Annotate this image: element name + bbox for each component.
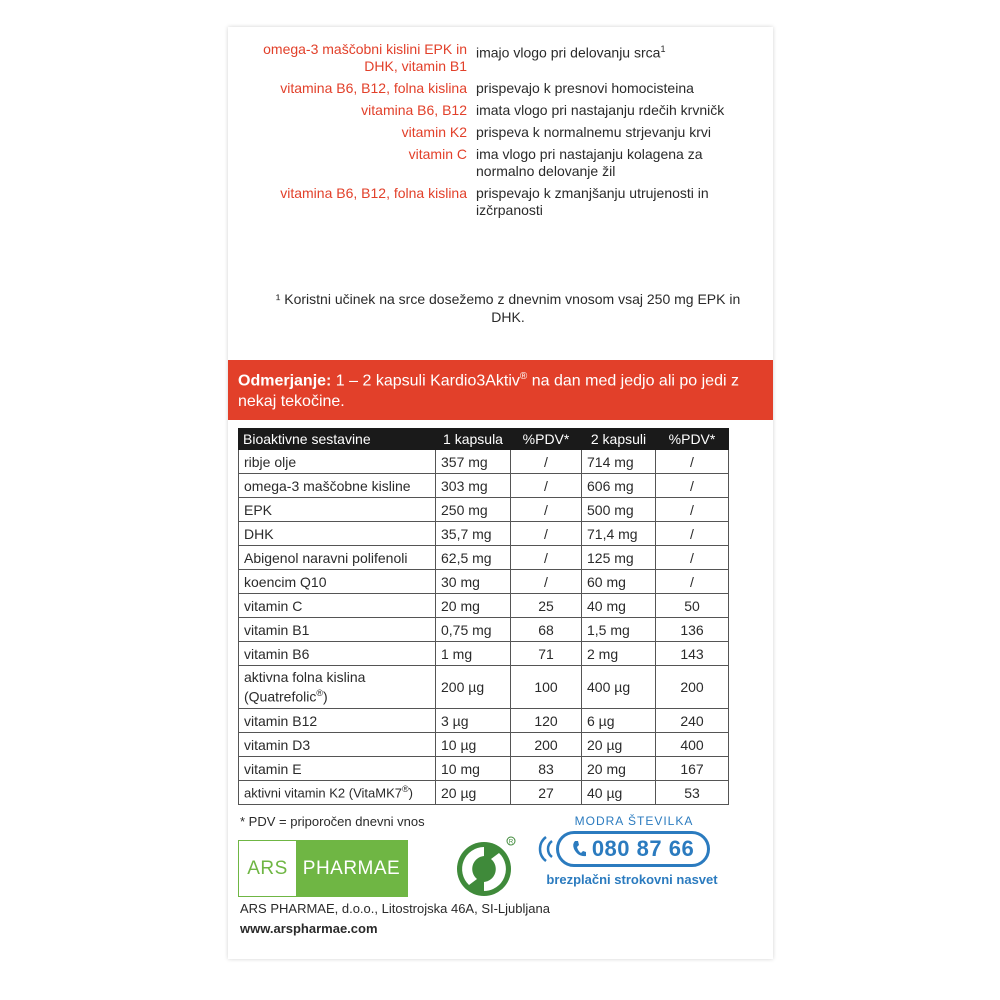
pdv-1: 100 — [511, 666, 582, 709]
table-header-row — [239, 429, 729, 450]
claim-row — [228, 102, 773, 119]
claim-row — [228, 80, 773, 97]
pdv-2: / — [656, 474, 729, 498]
table-row — [239, 781, 729, 805]
product-label-panel — [228, 27, 773, 959]
amount-2: 20 µg — [582, 733, 656, 757]
table-row — [239, 733, 729, 757]
pdv-1: / — [511, 474, 582, 498]
pdv-2: 167 — [656, 757, 729, 781]
website-link[interactable]: www.arspharmae.com — [240, 921, 378, 936]
claim-nutrient: vitamina B6, B12, folna kislina — [280, 80, 467, 96]
table-row — [239, 594, 729, 618]
pdv-2: / — [656, 450, 729, 474]
svg-text:R: R — [508, 839, 514, 846]
ingredient-name: aktivni vitamin K2 (VitaMK7®) — [239, 781, 436, 805]
pdv-1: / — [511, 546, 582, 570]
amount-1: 10 µg — [436, 733, 511, 757]
table-row — [239, 666, 729, 709]
col-header-pdv-2: %PDV* — [656, 429, 729, 450]
logo-text-right: PHARMAE — [296, 841, 407, 896]
amount-2: 40 µg — [582, 781, 656, 805]
amount-1: 20 µg — [436, 781, 511, 805]
hotline-title: MODRA ŠTEVILKA — [574, 814, 694, 828]
dosage-banner — [228, 360, 773, 420]
hotline-number: 080 87 66 — [591, 836, 695, 861]
pdv-2: 53 — [656, 781, 729, 805]
pdv-1: / — [511, 498, 582, 522]
pdv-2: 143 — [656, 642, 729, 666]
col-header-2-capsules: 2 kapsuli — [582, 429, 656, 450]
claim-nutrient: vitamin C — [408, 146, 467, 162]
pdv-2: / — [656, 570, 729, 594]
pdv-note: * PDV = priporočen dnevni vnos — [240, 814, 425, 829]
dosage-text: 1 – 2 kapsuli Kardio3Aktiv — [331, 372, 520, 390]
pdv-1: 68 — [511, 618, 582, 642]
dosage-label: Odmerjanje: — [238, 372, 332, 390]
ingredient-name: aktivna folna kislina (Quatrefolic®) — [239, 666, 436, 709]
claim-nutrient: vitamin K2 — [401, 124, 467, 140]
col-header-1-capsule: 1 kapsula — [436, 429, 511, 450]
amount-2: 1,5 mg — [582, 618, 656, 642]
pdv-1: 71 — [511, 642, 582, 666]
amount-2: 606 mg — [582, 474, 656, 498]
footnote: ¹ Koristni učinek na srce dosežemo z dnevnim vnosom vsaj 250 mg EPK in DHK. — [275, 291, 741, 325]
pdv-2: / — [656, 546, 729, 570]
company-address: ARS PHARMAE, d.o.o., Litostrojska 46A, SI-Ljubljana — [240, 901, 550, 916]
pdv-2: 400 — [656, 733, 729, 757]
amount-1: 3 µg — [436, 709, 511, 733]
table-row — [239, 618, 729, 642]
claim-effect: prispeva k normalnemu strjevanju krvi — [476, 124, 711, 140]
claim-nutrient: omega-3 maščobni kislini EPK in DHK, vitamin B1 — [263, 41, 467, 74]
claim-row — [228, 185, 773, 219]
claim-effect: imata vlogo pri nastajanju rdečih krvničk — [476, 102, 725, 118]
amount-1: 10 mg — [436, 757, 511, 781]
ingredient-name: vitamin D3 — [239, 733, 436, 757]
pdv-2: / — [656, 498, 729, 522]
pdv-1: / — [511, 522, 582, 546]
table-row — [239, 498, 729, 522]
amount-1: 200 µg — [436, 666, 511, 709]
pdv-1: / — [511, 570, 582, 594]
amount-2: 71,4 mg — [582, 522, 656, 546]
pdv-1: 83 — [511, 757, 582, 781]
claim-row — [228, 41, 773, 75]
ingredient-name: koencim Q10 — [239, 570, 436, 594]
pdv-2: / — [656, 522, 729, 546]
claim-effect: ima vlogo pri nastajanju kolagena za normalno delovanje žil — [476, 146, 703, 179]
logo-text-left: ARS — [239, 841, 296, 896]
claim-effect: prispevajo k presnovi homocisteina — [476, 80, 694, 96]
pdv-1: 27 — [511, 781, 582, 805]
ingredient-name: Abigenol naravni polifenoli — [239, 546, 436, 570]
amount-1: 357 mg — [436, 450, 511, 474]
hotline-badge — [534, 814, 724, 894]
claim-row — [228, 146, 773, 180]
ingredient-name: DHK — [239, 522, 436, 546]
nutrition-table — [238, 428, 729, 805]
amount-1: 1 mg — [436, 642, 511, 666]
sound-waves-icon — [534, 834, 556, 864]
ingredient-name: ribje olje — [239, 450, 436, 474]
claim-row — [228, 124, 773, 141]
claim-effect: prispevajo k zmanjšanju utrujenosti in izčrpanosti — [476, 185, 709, 218]
ingredient-name: vitamin B1 — [239, 618, 436, 642]
footnote-mark: 1 — [660, 44, 666, 54]
col-header-pdv-1: %PDV* — [511, 429, 582, 450]
ingredient-name: vitamin C — [239, 594, 436, 618]
table-row — [239, 522, 729, 546]
registered-mark: ® — [519, 371, 528, 382]
amount-2: 60 mg — [582, 570, 656, 594]
table-row — [239, 642, 729, 666]
table-row — [239, 709, 729, 733]
pdv-2: 50 — [656, 594, 729, 618]
ars-pharmae-logo — [238, 840, 408, 897]
col-header-ingredient: Bioaktivne sestavine — [239, 429, 436, 450]
pdv-2: 136 — [656, 618, 729, 642]
ingredient-name: vitamin B6 — [239, 642, 436, 666]
amount-1: 30 mg — [436, 570, 511, 594]
amount-1: 35,7 mg — [436, 522, 511, 546]
amount-1: 303 mg — [436, 474, 511, 498]
recycling-green-dot-icon — [455, 835, 517, 899]
ingredient-name: EPK — [239, 498, 436, 522]
table-row — [239, 546, 729, 570]
amount-2: 6 µg — [582, 709, 656, 733]
pdv-2: 200 — [656, 666, 729, 709]
table-row — [239, 757, 729, 781]
dosage-text-end: na dan med jedjo ali po jedi z nekaj tekočine. — [238, 372, 739, 411]
phone-icon — [572, 840, 586, 858]
health-claims-list — [228, 41, 773, 224]
table-row — [239, 450, 729, 474]
amount-2: 2 mg — [582, 642, 656, 666]
table-row — [239, 474, 729, 498]
amount-1: 0,75 mg — [436, 618, 511, 642]
amount-2: 125 mg — [582, 546, 656, 570]
claim-effect: imajo vlogo pri delovanju srca$^1$ — [476, 44, 666, 61]
pdv-2: 240 — [656, 709, 729, 733]
pdv-1: 200 — [511, 733, 582, 757]
amount-2: 40 mg — [582, 594, 656, 618]
hotline-number-box[interactable] — [556, 831, 710, 867]
pdv-1: 120 — [511, 709, 582, 733]
amount-1: 250 mg — [436, 498, 511, 522]
ingredient-name: vitamin B12 — [239, 709, 436, 733]
amount-2: 20 mg — [582, 757, 656, 781]
amount-1: 62,5 mg — [436, 546, 511, 570]
amount-2: 500 mg — [582, 498, 656, 522]
claim-nutrient: vitamina B6, B12 — [361, 102, 467, 118]
pdv-1: 25 — [511, 594, 582, 618]
claim-nutrient: vitamina B6, B12, folna kislina — [280, 185, 467, 201]
amount-1: 20 mg — [436, 594, 511, 618]
amount-2: 714 mg — [582, 450, 656, 474]
hotline-subtitle: brezplačni strokovni nasvet — [546, 872, 718, 887]
table-row — [239, 570, 729, 594]
amount-2: 400 µg — [582, 666, 656, 709]
pdv-1: / — [511, 450, 582, 474]
ingredient-name: omega-3 maščobne kisline — [239, 474, 436, 498]
ingredient-name: vitamin E — [239, 757, 436, 781]
